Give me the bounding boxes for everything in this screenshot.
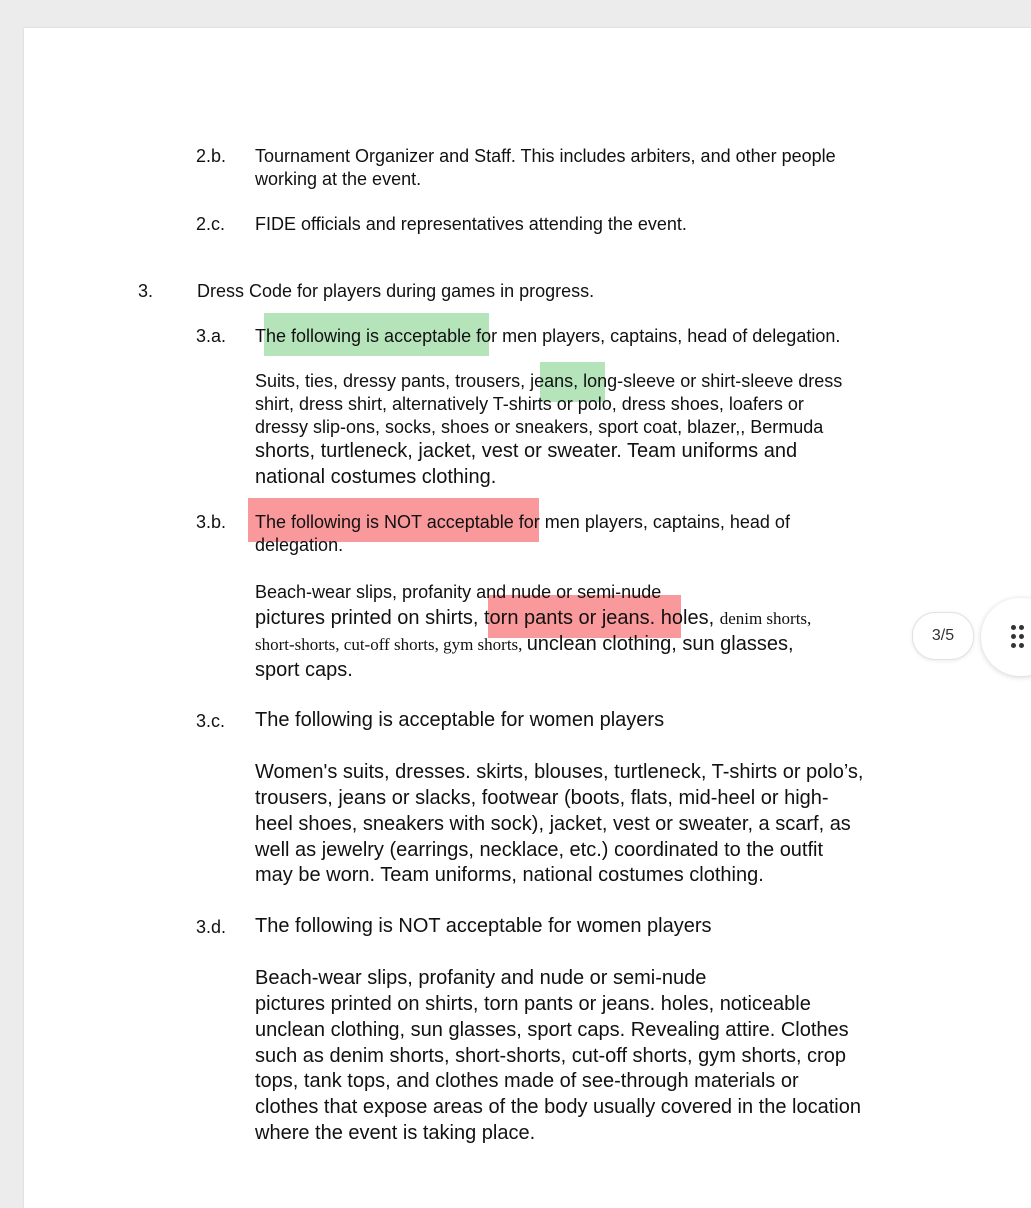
section-3b-body-line-3-sans: unclean clothing, sun glasses, <box>526 633 794 655</box>
section-3c-body-line-3: heel shoes, sneakers with sock), jacket, vest or sweater, a scarf, as <box>255 813 851 835</box>
section-3b-body-line-1: Beach-wear slips, profanity and nude or semi-nude <box>255 582 662 602</box>
section-3d-body-line-1: Beach-wear slips, profanity and nude or semi-nude <box>255 967 707 989</box>
section-number-3d: 3.d. <box>196 917 227 937</box>
section-3d-body-line-7: where the event is taking place. <box>255 1122 536 1144</box>
section-3d-body-line-4: such as denim shorts, short-shorts, cut-off shorts, gym shorts, crop <box>255 1045 846 1067</box>
section-3-title: Dress Code for players during games in progress. <box>197 281 595 301</box>
section-number-3b: 3.b. <box>196 512 227 532</box>
section-3d-body-line-6: clothes that expose areas of the body usually covered in the location <box>255 1096 861 1118</box>
section-3d-body-line-2: pictures printed on shirts, torn pants or jeans. holes, noticeable <box>255 993 811 1015</box>
section-3a-heading: The following is acceptable for men players, captains, head of delegation. <box>255 326 841 346</box>
section-3c-body-line-4: well as jewelry (earrings, necklace, etc.) coordinated to the outfit <box>255 839 824 861</box>
section-3b-heading-line-2: delegation. <box>255 535 344 555</box>
section-3b-body-line-3-serif: short-shorts, cut-off shorts, gym shorts, <box>255 635 527 654</box>
section-3b-body-line-2 <box>255 606 811 631</box>
section-3a-body-line-3: dressy slip-ons, socks, shoes or sneakers, sport coat, blazer,, Bermuda <box>255 417 824 437</box>
section-3c-body-line-1: Women's suits, dresses. skirts, blouses, turtleneck, T-shirts or polo’s, <box>255 761 864 783</box>
section-3c-body-line-5: may be worn. Team uniforms, national costumes clothing. <box>255 864 764 886</box>
section-number-3c: 3.c. <box>196 711 226 731</box>
section-number-3: 3. <box>138 281 154 301</box>
section-3b-body-line-2-serif: denim shorts, <box>719 609 812 628</box>
section-3b-heading-line-1: The following is NOT acceptable for men players, captains, head of <box>255 512 790 532</box>
section-3a-body-line-1: Suits, ties, dressy pants, trousers, jeans, long-sleeve or shirt-sleeve dress <box>255 371 843 391</box>
section-3a-body-line-4: shorts, turtleneck, jacket, vest or sweater. Team uniforms and <box>255 440 798 462</box>
section-3b-body-line-4: sport caps. <box>255 659 353 681</box>
section-2b-line-1: Tournament Organizer and Staff. This includes arbiters, and other people <box>255 146 836 166</box>
section-3b-body-line-3 <box>255 632 794 657</box>
section-3d-heading: The following is NOT acceptable for women players <box>255 915 712 937</box>
section-3a-body-line-5: national costumes clothing. <box>255 466 497 488</box>
section-number-2b: 2.b. <box>196 146 227 166</box>
section-3b-body-line-2-sans: pictures printed on shirts, torn pants or jeans. holes, <box>255 607 720 629</box>
page-indicator[interactable]: 3/5 <box>912 612 974 660</box>
section-3c-body-line-2: trousers, jeans or slacks, footwear (boots, flats, mid-heel or high- <box>255 787 829 809</box>
section-2c-line-1: FIDE officials and representatives attending the event. <box>255 214 687 234</box>
section-3d-body-line-3: unclean clothing, sun glasses, sport caps. Revealing attire. Clothes <box>255 1019 849 1041</box>
section-number-2c: 2.c. <box>196 214 226 234</box>
section-3c-heading: The following is acceptable for women players <box>255 709 665 731</box>
section-3d-body-line-5: tops, tank tops, and clothes made of see-through materials or <box>255 1070 799 1092</box>
section-3a-body-line-2: shirt, dress shirt, alternatively T-shirts or polo, dress shoes, loafers or <box>255 394 804 414</box>
document-page <box>24 28 1031 1208</box>
section-number-3a: 3.a. <box>196 326 227 346</box>
section-2b-line-2: working at the event. <box>255 169 422 189</box>
